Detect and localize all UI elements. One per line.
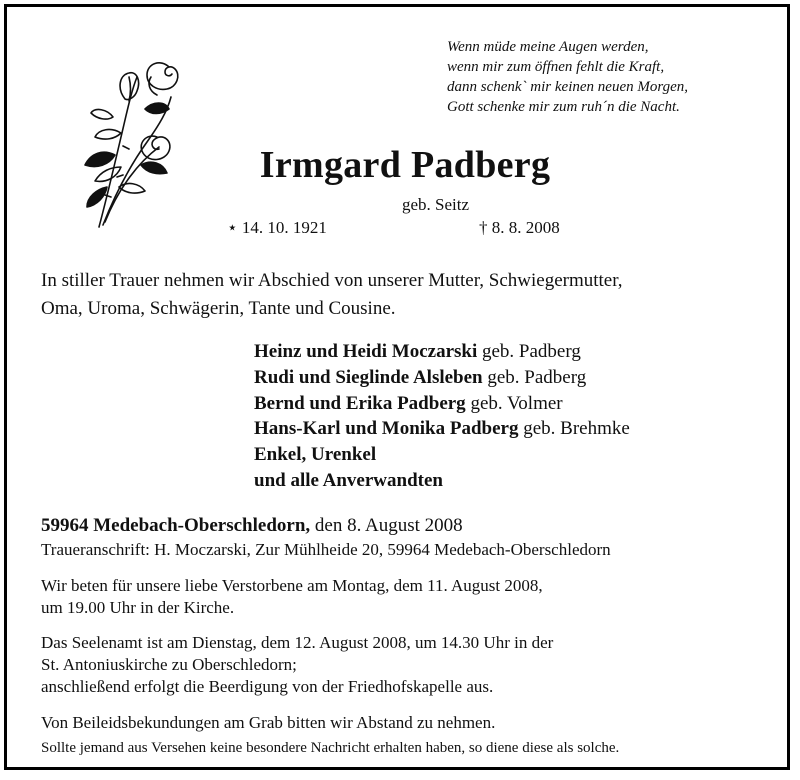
poem	[447, 37, 777, 117]
family-row	[254, 365, 630, 391]
intro-line: In stiller Trauer nehmen wir Abschied von unserer Mutter, Schwiegermutter,	[41, 270, 623, 291]
place-location: 59964 Medebach-Oberschledorn,	[41, 515, 311, 536]
birth-date: ⋆ 14. 10. 1921	[227, 218, 327, 237]
death-date: † 8. 8. 2008	[479, 218, 560, 237]
family-suffix: geb. Padberg	[482, 366, 587, 388]
requiem-paragraph	[41, 632, 781, 698]
poem-line: dann schenk` mir keinen neuen Morgen,	[447, 79, 689, 95]
family-row	[254, 416, 630, 442]
footer-note: Sollte jemand aus Versehen keine besondere Nachricht erhalten haben, so diene diese als solche.	[41, 740, 620, 756]
deceased-name-block	[7, 143, 793, 187]
deceased-name: Irmgard Padberg	[259, 144, 551, 186]
paragraph-line: St. Antoniuskirche zu Oberschledorn;	[41, 655, 297, 674]
family-suffix: geb. Padberg	[477, 341, 581, 362]
place-date	[41, 515, 463, 537]
family-names: Enkel, Urenkel	[254, 444, 377, 466]
poem-line: Wenn müde meine Augen werden,	[447, 39, 649, 55]
paragraph-line: Wir beten für unsere liebe Verstorbene am Montag, dem 11. August 2008,	[41, 576, 543, 595]
family-names: Rudi und Sieglinde Alsleben	[254, 366, 483, 388]
family-suffix: geb. Volmer	[465, 392, 563, 414]
prayer-paragraph	[41, 575, 781, 619]
mourning-address: Traueranschrift: H. Moczarski, Zur Mühlheide 20, 59964 Medebach-Oberschledorn	[41, 540, 611, 559]
paragraph-line: anschließend erfolgt die Beerdigung von der Friedhofskapelle aus.	[41, 677, 494, 696]
family-names: und alle Anverwandten	[254, 469, 443, 491]
family-row	[254, 442, 630, 468]
family-names: Heinz und Heidi Moczarski	[254, 341, 478, 362]
family-row	[254, 468, 630, 494]
obituary-notice	[4, 4, 790, 770]
roses-icon	[59, 37, 199, 237]
family-row	[254, 339, 630, 365]
paragraph-line: Das Seelenamt ist am Dienstag, dem 12. August 2008, um 14.30 Uhr in der	[41, 633, 554, 652]
paragraph-line: um 19.00 Uhr in der Kirche.	[41, 598, 235, 617]
condolence-paragraph: Von Beileidsbekundungen am Grab bitten wir Abstand zu nehmen.	[41, 713, 496, 732]
intro-text	[41, 267, 771, 323]
family-names: Bernd und Erika Padberg	[254, 392, 466, 414]
family-suffix: geb. Brehmke	[518, 418, 630, 440]
family-names: Hans-Karl und Monika Padberg	[254, 418, 519, 440]
maiden-name: geb. Seitz	[402, 195, 470, 214]
intro-line: Oma, Uroma, Schwägerin, Tante und Cousine.	[41, 298, 396, 319]
poem-line: wenn mir zum öffnen fehlt die Kraft,	[447, 59, 665, 75]
family-list	[254, 339, 630, 494]
place-date-text: den 8. August 2008	[310, 515, 463, 536]
family-row	[254, 391, 630, 417]
poem-line: Gott schenke mir zum ruh´n die Nacht.	[447, 99, 680, 115]
